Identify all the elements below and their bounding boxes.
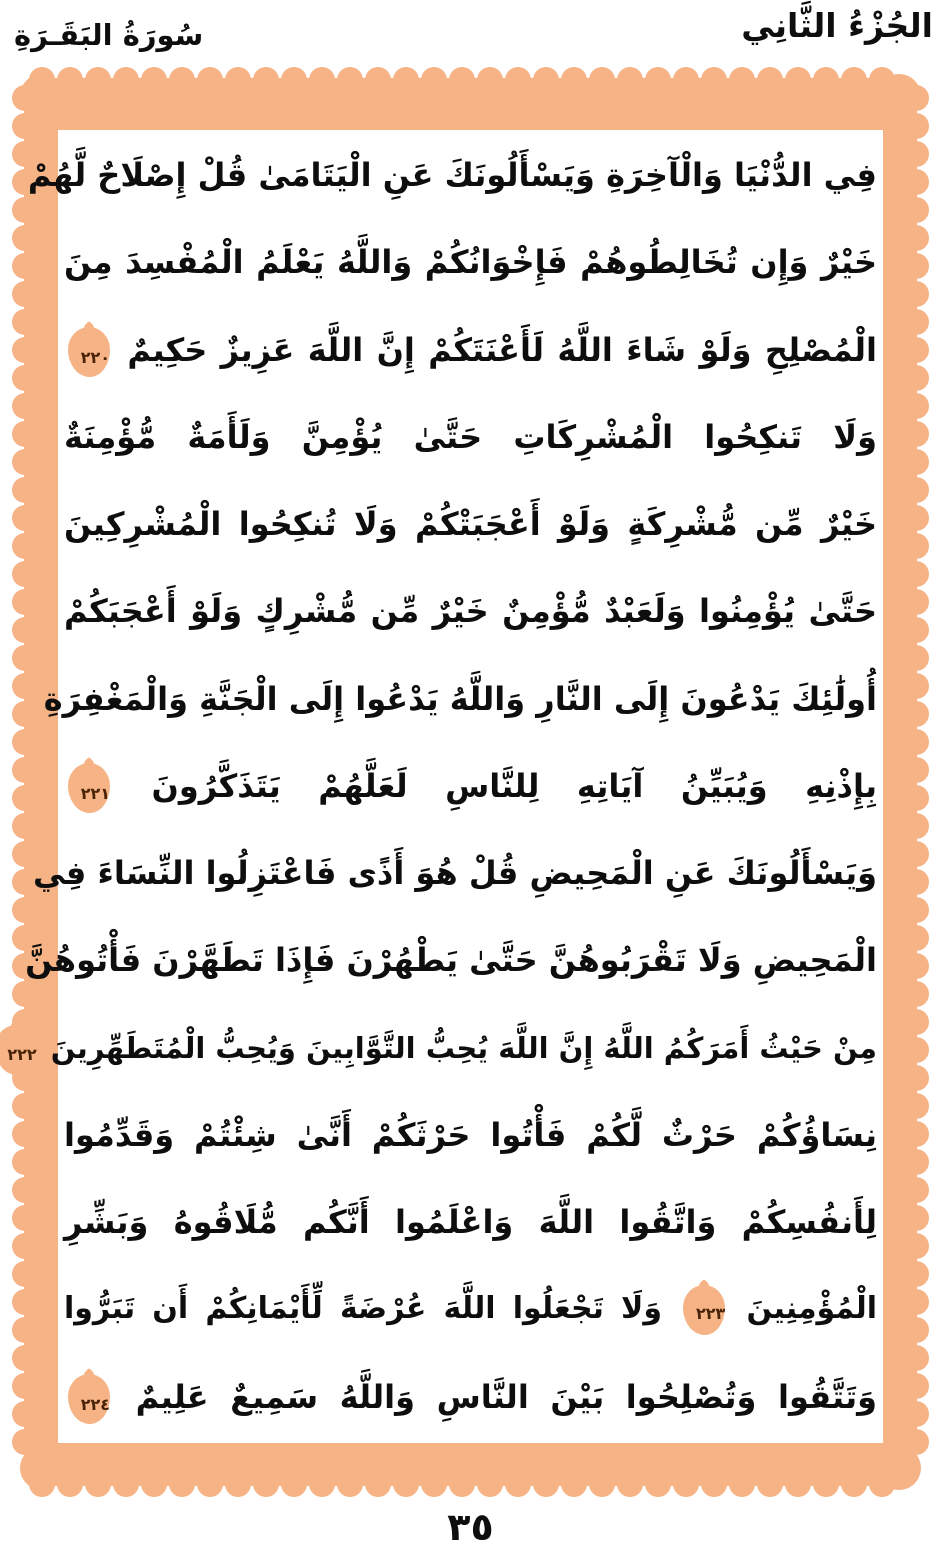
ayah-text: حَتَّىٰ يُؤْمِنُوا وَلَعَبْدٌ مُّؤْمِنٌ خَيْرٌ مِّن مُّشْرِكٍ وَلَوْ أَعْجَبَكُمْ: [64, 592, 877, 631]
ayah-text: مِنْ حَيْثُ أَمَرَكُمُ اللَّهُ إِنَّ اللَّهَ يُحِبُّ التَّوَّابِينَ وَيُحِبُّ الْمُتَطَهِّرِينَ: [50, 1030, 877, 1065]
verse-number: ٢٢٢: [7, 1044, 37, 1064]
verse-number: ٢٢٠: [80, 347, 110, 367]
quran-line: [64, 568, 877, 655]
quran-line: [32, 830, 877, 917]
ayah-text: خَيْرٌ مِّن مُّشْرِكَةٍ وَلَوْ أَعْجَبَتْكُمْ وَلَا تُنكِحُوا الْمُشْرِكِينَ: [64, 505, 877, 544]
quran-line: [64, 1179, 877, 1266]
page-number: ٣٥: [447, 1505, 494, 1549]
quran-text-area: [7, 130, 883, 1443]
verse-number: ٢٢٣: [695, 1303, 726, 1323]
ayah-text: الْمُؤْمِنِينَ: [746, 1291, 877, 1327]
quran-line: [64, 1266, 877, 1353]
ayah-text: وَلَا تَجْعَلُوا اللَّهَ عُرْضَةً لِّأَيْمَانِكُمْ أَن تَبَرُّوا: [64, 1291, 663, 1327]
quran-line: [25, 917, 877, 1004]
quran-line: [7, 1005, 877, 1092]
ayah-text: وَيَسْأَلُونَكَ عَنِ الْمَحِيضِ قُلْ هُوَ أَذًى فَاعْتَزِلُوا النِّسَاءَ فِي: [32, 854, 877, 893]
ayah-text: نِسَاؤُكُمْ حَرْثٌ لَّكُمْ فَأْتُوا حَرْثَكُمْ أَنَّىٰ شِئْتُمْ وَقَدِّمُوا: [64, 1115, 877, 1154]
verse-number: ٢٢١: [80, 783, 110, 803]
quran-line: [64, 743, 877, 830]
ayah-text: الْمُصْلِحِ وَلَوْ شَاءَ اللَّهُ لَأَعْنَتَكُمْ إِنَّ اللَّهَ عَزِيزٌ حَكِيمٌ: [127, 330, 878, 369]
ayah-text: أُولَٰئِكَ يَدْعُونَ إِلَى النَّارِ وَاللَّهُ يَدْعُوا إِلَى الْجَنَّةِ وَالْمَغْفِرَةِ: [43, 679, 877, 718]
ayah-text: الْمَحِيضِ وَلَا تَقْرَبُوهُنَّ حَتَّىٰ يَطْهُرْنَ فَإِذَا تَطَهَّرْنَ فَأْتُوهُنَّ: [25, 941, 877, 980]
ayah-text: بِإِذْنِهِ وَيُبَيِّنُ آيَاتِهِ لِلنَّاسِ لَعَلَّهُمْ يَتَذَكَّرُونَ: [151, 766, 878, 805]
quran-line: [64, 307, 877, 394]
verse-marker-224: [68, 1374, 110, 1424]
quran-line: [64, 1092, 877, 1179]
quran-line: [64, 219, 877, 306]
verse-marker-220: [68, 327, 110, 377]
quran-line: [64, 394, 877, 481]
quran-line: [43, 656, 877, 743]
verse-marker-223: [683, 1285, 725, 1335]
ayah-text: فِي الدُّنْيَا وَالْآخِرَةِ وَيَسْأَلُونَكَ عَنِ الْيَتَامَىٰ قُلْ إِصْلَاحٌ لَّهُمْ: [27, 156, 877, 194]
ayah-text: لِأَنفُسِكُمْ وَاتَّقُوا اللَّهَ وَاعْلَمُوا أَنَّكُم مُّلَاقُوهُ وَبَشِّرِ: [64, 1203, 877, 1242]
verse-marker-222: [0, 1025, 37, 1075]
quran-line: [64, 481, 877, 568]
juz-header: الجُزْءُ الثَّانِي: [741, 6, 933, 45]
surah-header: سُورَةُ البَقَـرَةِ: [14, 18, 204, 52]
quran-line: [27, 132, 877, 219]
ayah-text: وَلَا تَنكِحُوا الْمُشْرِكَاتِ حَتَّىٰ يُؤْمِنَّ وَلَأَمَةٌ مُّؤْمِنَةٌ: [64, 417, 877, 456]
quran-line: [64, 1354, 877, 1441]
verse-marker-221: [68, 763, 110, 813]
ayah-text: وَتَتَّقُوا وَتُصْلِحُوا بَيْنَ النَّاسِ وَاللَّهُ سَمِيعٌ عَلِيمٌ: [135, 1377, 878, 1416]
verse-number: ٢٢٤: [80, 1394, 110, 1414]
ayah-text: خَيْرٌ وَإِن تُخَالِطُوهُمْ فَإِخْوَانُكُمْ وَاللَّهُ يَعْلَمُ الْمُفْسِدَ مِنَ: [64, 243, 877, 282]
